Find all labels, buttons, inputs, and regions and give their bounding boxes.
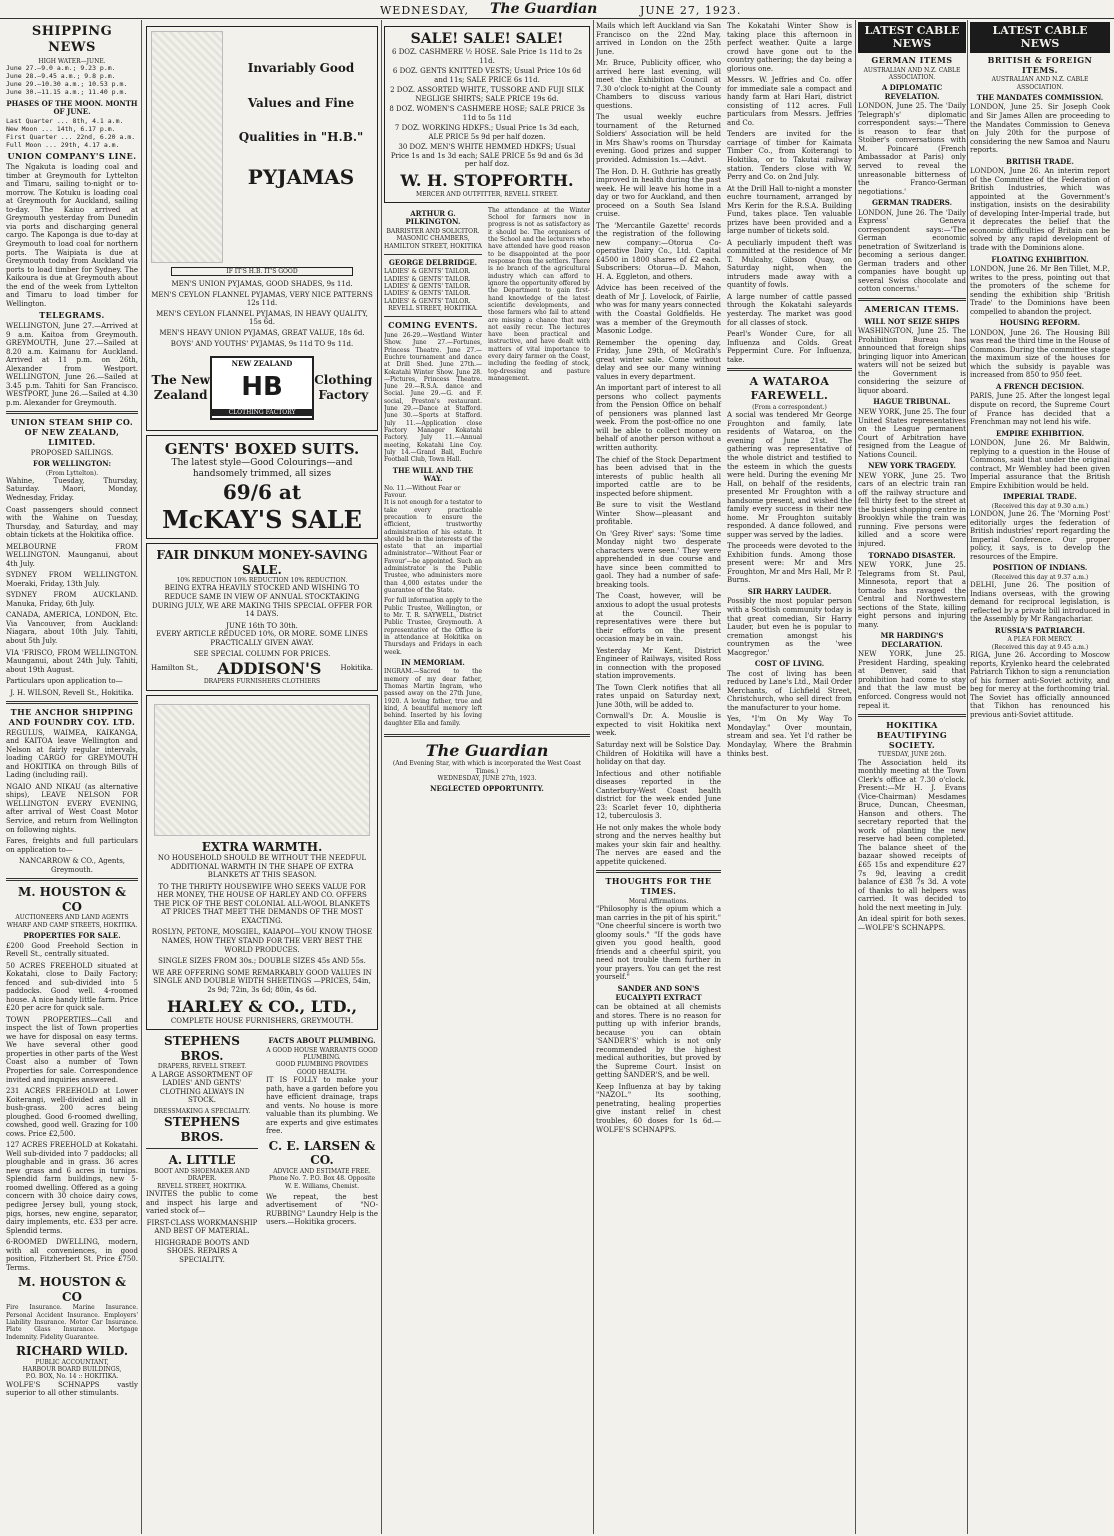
german2-text: LONDON, June 26. The 'Daily Express' Geneva correspondent says:—'The German economic penetration of Switzerland is becoming a serious danger. German traders and other companies have bought up several Swiss chocolate and cotton concerns.' [858, 208, 966, 294]
hague-text: NEW YORK, June 25. The four United States representatives on the League permanent Court of Arbitration have resigned from the League of Nations Council. [858, 408, 966, 459]
beautifying-heading: HOKITIKA BEAUTIFYING SOCIETY. [876, 720, 948, 750]
seize-text: WASHINGTON, June 25. The Prohibition Bureau has announced that foreign ships bringing liquor into American waters will not be seized but the Government is considering the seizure of liquor aboard. [858, 327, 966, 395]
masthead-title: The Guardian [490, 1, 598, 17]
sale-item: 6 DOZ. CASHMERE ½ HOSE. Sale Price 1s 11d to 2s 11d. [392, 48, 582, 65]
trust-text: For full information apply to the Public Trustee, Wellington, or to Mr. T. R. SAYWELL, District Public Trustee, Greymouth. A representative of the Office is in attendance at Hokitika on Thursdays and Fridays in each week. [384, 597, 482, 656]
news-item: The Town Clerk notifies that all rates unpaid on Saturday next, June 30th, will be added to. [596, 683, 721, 709]
anchor-agent: NANCARROW & CO., Agents, Greymouth. [18, 857, 126, 874]
plumbing-sub2: GOOD PLUMBING PROVIDES GOOD HEALTH. [275, 1061, 369, 1076]
german1-heading: A DIPLOMATIC REVELATION. [881, 83, 943, 101]
schnapps-ad: WOLFE'S SCHNAPPS vastly superior to all other stimulants. [6, 1380, 138, 1398]
property-item: 231 ACRES FREEHOLD at Lower Koiterangi, well-divided and all in bush-grass. 200 acres being ploughed. Good 6-roomed dwelling, cowshed, good well. Grazing for 100 cows. Price £2,500. [6, 1087, 138, 1138]
sale-item: 7 DOZ. WORKING HDKFS.; Usual Price 1s 3d each, ALE PRICE 5s 9d per half dozen. [394, 124, 580, 141]
cable-association: AUSTRALIAN AND N.Z. CABLE ASSOCIATION. [991, 76, 1089, 91]
cable-banner: LATEST CABLE NEWS [970, 22, 1110, 53]
gents-price: 69/6 at [222, 480, 302, 505]
divider [6, 878, 138, 881]
mails-text: Mails which left Auckland via San Francisco on the 22nd May, arrived in London on the 25th June. [596, 22, 721, 56]
wild-heading: RICHARD WILD. [15, 1344, 129, 1359]
housing-text: LONDON, June 26. The Housing Bill was read the third time in the House of Commons. During the committee stage the maximum size of the houses for which the subsidy is payable was increased from 850 to 950 feet. [970, 328, 1110, 380]
tornado-heading: TORNADO DISASTER. [868, 550, 956, 560]
harding-text: NEW YORK, June 25. President Harding, speaking at Denver, said that prohibition had come to stay and that the law must be enforced. Congress would not repeal it. [858, 650, 966, 710]
delbridge-line: LADIES' & GENTS' TAILOR. [384, 275, 471, 283]
news-item: Mr. Bruce, Publicity officer, who arrived here last evening, will meet the Exhibition Council at 7.30 o'clock to-night at the County Chambers to discuss various questions. [596, 59, 721, 110]
moon-heading: PHASES OF THE MOON. MONTH OF JUNE. [6, 98, 138, 117]
empire-text: LONDON, June 26. Mr Baldwin, replying to a question in the House of Commons, said that under the original contract, Mr Wembley had been given Imperial assurance that the British Empire Exhibition would be held. [970, 439, 1110, 490]
tide-row: June 30.—11.15 a.m.; 11.40 p.m. [6, 87, 128, 96]
floating-heading: FLOATING EXHIBITION. [991, 254, 1089, 264]
logo-mid: HB [241, 372, 283, 403]
column-news [596, 22, 852, 1532]
guardian-sub: (And Evening Star, with which is incorporated the West Coast Times.) [392, 760, 582, 775]
high-water-heading: HIGH WATER—JUNE. [38, 57, 106, 65]
news-item: Remember the opening day, Friday, June 29th, of McGrath's great winter sale. Come without delay and see our many winning values in every department. [596, 338, 721, 381]
ngaio-text: NGAIO AND NIKAU (as alternative ships), LEAVE NELSON FOR WELLINGTON EVERY EVENING, after arrival of West Coast Motor Service, and return from Wellington on following nights. [6, 782, 138, 834]
sale-item: 30 DOZ. MEN'S WHITE HEMMED HDKFS; Usual Price 1s and 1s 3d each; SALE PRICE 5s 9d and 6s 3d per half doz. [390, 143, 584, 169]
ny-heading: NEW YORK TRAGEDY. [868, 461, 956, 471]
events-text: June 26-29.—Westland Winter Show. June 27.—Fortunes, Princess Theatre. June 27.—Euchre tournament and dance at Drill Shed. June 27th.—Kokatahi Winter Show. June 28.—Pictures, Princess Theatre. June 29.—R.S.A. dance and Social. June 29.—G. and F. social, Preston's restaurant. June 29.—Dance at Stafford. June 30.—Sports at Stafford. July 11.—Application close Factory Manager Kokatahi Factory. July 11.—Annual meeting, Kokatahi Line Coy. July 14.—Grand Ball, Euchre Football Club, Town Hall. [384, 331, 482, 464]
little-text3: HIGHGRADE BOOTS AND SHOES. REPAIRS A SPECIALITY. [154, 1238, 250, 1264]
stephens-dress: DRESSMAKING A SPECIALITY. [153, 1107, 251, 1115]
for-wellington: FOR WELLINGTON: [32, 459, 112, 469]
pyjamas-line-2: Values and Fine [247, 95, 355, 110]
moon-list [6, 118, 138, 150]
delbridge-line: LADIES' & GENTS' TAILOR. [384, 297, 471, 305]
french-text: PARIS, June 25. After the longest legal dispute on record, the Supreme Court of France has decided that a Frenchman may not lend his wife. [970, 392, 1110, 427]
from-lyttelton: (From Lyttelton). [45, 469, 99, 477]
stephens-heading: STEPHENS BROS. [164, 1034, 240, 1063]
monday-text: Yes, "I'm On My Way To Mondaylay." Over mountain, stream and sea. Yet I'd rather be Mondaylay, Where the Brahmin thinks best. [727, 715, 852, 758]
tide-row: June 28.—9.45 a.m.; 9.8 p.m. [6, 71, 116, 80]
wild-sub: PUBLIC ACCOUNTANT, [35, 1358, 109, 1366]
cable-banner: LATEST CABLE NEWS [858, 22, 966, 53]
dinkum-dates: JUNE 16th TO 30th. [226, 621, 298, 630]
nazol-text: Keep Influenza at bay by taking "NAZOL." Its soothing, penetrating, healing properties give instant relief in chest troubles, 60 doses for 1s 6d.—WOLFE'S SCHNAPPS. [596, 1082, 721, 1134]
proposed-sailings: PROPOSED SAILINGS. [30, 448, 114, 457]
property-item: 50 ACRES FREEHOLD situated at Kokatahi, close to Daily Factory; fenced and sub-divided into 5 paddocks. Good well. 4-roomed house. A nice handy little farm. Price £20 per acre for quick sale. [6, 961, 138, 1013]
mandates-text: LONDON, June 25. Sir Joseph Cook and Sir James Allen are proceeding to the Mandates Commission to Geneva on July 20th for the purpose of considering the new Samoa and Nauru reports. [970, 103, 1110, 155]
tenders-text: Tenders are invited for the carriage of timber for Kaimata Timber Co., from Koiterangi to Hokitika, or to Takutai railway station. Tenders close with W. Perry and Co. on 2nd July. [727, 130, 852, 182]
man-illustration [151, 31, 223, 263]
sydney-sailings: SYDNEY FROM WELLINGTON. Moeraki, Friday, 13th July. [6, 571, 138, 588]
news-item: He not only makes the whole body strong and the nerves healthy but makes your skin fair and healthy. The nerves are eased and the appetite quickened. [596, 823, 721, 866]
hague-heading: HAGUE TRIBUNAL. [873, 397, 951, 407]
warmth-text: NO HOUSEHOLD SHOULD BE WITHOUT THE NEEDFUL ADDITIONAL WARMTH IN THE SHAPE OF EXTRA BLANKETS AT THIS SEASON. [157, 854, 367, 880]
news-item: The Coast, however, will be anxious to adopt the usual protests at the Council. Their representatives were there but their efforts on the present occasion may be in vain. [596, 592, 721, 644]
news-item: Cornwall's Dr. A. Mouslie is expected to visit Hokitika next week. [596, 712, 721, 738]
moon-row: New Moon ... 14th, 6.17 p.m. [6, 124, 116, 133]
pyjamas-line-3: Qualities in "H.B." [238, 130, 364, 145]
union-text: The Ngakuta is loading coal and timber at Greymouth for Lyttelton and Timaru, sailing to-night or to-morrow. The Kotuku is loading coal at Greymouth for Auckland, sailing to-day. The Kaiuo arrived at Greymouth yesterday from Dunedin via ports and discharging general cargo. The Kaponga is due to-day at Greymouth to load coal for northern ports. The Waipiata is due at Greymouth today from Auckland via ports to load timber for Sydney. The Kaikoura is due at Greymouth about the end of the week from Lyttelton and Timaru to load timber for Wellington. [6, 163, 138, 308]
telegrams-text: WELLINGTON, June 27.—Arrived at 9 a.m. Kaitoa from Greymouth. GREYMOUTH, June 27.—Sailed at 8.20 a.m. Kaimanu for Auckland. Arrived at 11 p.m. on 26th, Alexander from Westport. WELLINGTON, June 26.—Sailed at 3.45 p.m. Tahiti for San Francisco. WESTPORT, June 26.—Sailed at 4.30 p.m. Alexander for Greymouth. [6, 322, 138, 407]
news-item: Saturday next will be Solstice Day. Children of Hokitika will have a holiday on that day. [596, 740, 721, 767]
reduction-banner: 10% REDUCTION 10% REDUCTION 10% REDUCTION. [176, 577, 348, 585]
pyjamas-item: MEN'S UNION PYJAMAS, GOOD SHADES, 9s 11d. [171, 280, 353, 289]
dinkum-heading: FAIR DINKUM MONEY-SAVING SALE. [156, 547, 368, 577]
position-heading: POSITION OF INDIANS. [992, 563, 1088, 573]
property-item: 6-ROOMED DWELLING, modern, with all conveniences, in good position, Fitzherbert St. Price £750. Terms. [6, 1238, 138, 1272]
wild-address: HARBOUR BOARD BUILDINGS, [22, 1365, 122, 1373]
imperial-text: LONDON, June 26. The 'Morning Post' editorially urges the federation of British industries' report regarding the Imperial Conference. Our proper policy, it says, is to develop the resources of the Empire. [970, 510, 1110, 561]
thoughts-text: "Philosophy is the opium which a man carries in the pit of his spirit." "One cheerful sincere is worth two gloomy souls." "If the gods have given you good health, good friends and a cheerful spirit, you need not trouble them further in your prayers. You can get the rest yourself." [596, 905, 721, 982]
will-heading: THE WILL AND THE WAY. [392, 465, 474, 484]
rubbing-ad: We repeat, the best advertisement of "NO-RUBBING" Laundry Help is the users.—Hokitika grocers. [266, 1192, 378, 1227]
stopforth-sub: MERCER AND OUTFITTER, REVELL STREET. [416, 190, 558, 198]
cattle-text: A large number of cattle passed through the Kokatahi saleyards yesterday. The market was good for all classes of stock. [727, 292, 852, 327]
shipping-heading: SHIPPING NEWS [31, 24, 113, 55]
news-item: An important part of interest to all persons who collect payments from the Pension Office on behalf of pensioners was planned last week. From the post-office no one will be able to collect money on behalf of another person without a written authority. [596, 384, 721, 452]
farewell-heading: A WATAROA FAREWELL. [749, 375, 830, 402]
german2-heading: GERMAN TRADERS. [871, 198, 953, 208]
farewell-sub: (From a correspondent.) [752, 404, 827, 411]
euchre-text: At the Drill Hall to-night a monster euchre tournament, arranged by Mrs Kerin for the R.S.A. Building Fund, takes place. Ten valuable prizes have been provided and a large number of tickets sold. [727, 184, 852, 236]
trade-heading: BRITISH TRADE. [1006, 156, 1074, 166]
sale-item: 6 DOZ. GENTS KNITTED VESTS; Usual Price 10s 6d and 11s; SALE PRICE 6s 11d. [392, 67, 582, 84]
pilkington-address: MASONIC CHAMBERS, HAMILTON STREET, HOKITIKA [384, 235, 482, 250]
properties-heading: PROPERTIES FOR SALE. [23, 931, 121, 941]
neglected-text: The attendance at the Winter School for farmers now in progress is not as satisfactory as it should be. The organisers of the School and the lecturers who have attended have good reason to be disappointed at the poor response from the settlers. There is no branch of the agricultural industry which can afford to ignore the opportunity offered by the Department to gain first-hand knowledge of the latest scientific developments, and those farmers who fail to attend are missing a chance that may not easily recur. The lectures have been practical and instructive, and have dealt with matters of vital importance to every dairy farmer on the Coast, including the feeding of stock, top-dressing and pasture management. [488, 206, 590, 382]
column-rule [855, 20, 856, 1534]
pyjamas-ad [146, 26, 378, 431]
frisco-sailings: VIA 'FRISCO, FROM WELLINGTON. Maunganui, about 24th July. Tahiti, about 19th August. [6, 648, 138, 674]
harley-heading: HARLEY & CO., LTD., [166, 997, 358, 1017]
nz-left: The New Zealand [151, 373, 210, 403]
russia-sub: A PLEA FOR MERCY. [1007, 636, 1073, 644]
sander-text: can be obtained at all chemists and stores. There is no reason for putting up with inferior brands, because you can obtain 'SANDER'S' which is not only recommended by the highest medical authorities, but proved by the Supreme Court. Insist on getting SANDER'S, and be well. [596, 1003, 721, 1080]
warmth-text3: ROSLYN, PETONE, MOSGIEL, KAIAPOI—YOU KNOW THOSE NAMES, HOW THEY STAND FOR THE VERY BEST THE WORLD PRODUCES. [151, 928, 373, 954]
fares-text: Fares, freights and full particulars on application to— [6, 837, 138, 854]
stephens-ad [146, 1034, 258, 1267]
little-heading: A. LITTLE [168, 1153, 236, 1168]
cost-text: The cost of living has been reduced by Lane's Ltd., Mail Order Merchants, of Lichfield Street, Christchurch, who sell direct from the manufacturer to your home. [727, 669, 852, 712]
floating-text: LONDON, June 26. Mr Ben Tillet, M.P., writes to the press, pointing out that the promoters of the scheme for sending the exhibition ship 'British Trade' to the Dominions have been compelled to abandon the project. [970, 265, 1110, 316]
addison-right: Hokitika. [340, 664, 373, 673]
pyjamas-item: MEN'S CEYLON FLANNEL PYJAMAS, VERY NICE PATTERNS 12s 11d. [151, 290, 373, 308]
property-item: TOWN PROPERTIES—Call and inspect the list of Town properties we have for disposal on easy terms. We have several other good properties in other parts of the West Coast also a number of Town Properties for sale. Correspondence invited and inquiries answered. [6, 1015, 138, 1084]
events-heading: COMING EVENTS. [388, 320, 478, 331]
beautifying-text: The Association held its monthly meeting at the Town Clerk's office at 7.30 o'clock. Present:—Mr H. J. Evans (Vice-Chairman) Mesdames Bruce, Duncan, Cheesman, Hanson and others. The secretary reported that the work of planting the new reserve had been completed. The balance sheet of the bazaar showed receipts of £65 15s and expenditure £27 7s 9d, leaving a credit balance of £38 7s 3d. A vote of thanks to all helpers was carried. It was decided to hold the next meeting in July. [858, 758, 966, 912]
pilkington-heading: ARTHUR G. PILKINGTON. [405, 208, 461, 227]
anchor-text: REGULUS, WAIMEA, KAIKANGA, and KAITOA leave Wellington and Nelson at fairly regular intervals, loading CARGO for GREYMOUTH and HOKITIKA on through Bills of Lading (including rail). [6, 728, 138, 780]
news-item: The chief of the Stock Department has been advised that in the interests of public health all imported cattle are to be inspected before shipment. [596, 455, 721, 498]
warmth-text4: SINGLE SIZES FROM 30s.; DOUBLE SIZES 45s AND 55s. [158, 957, 366, 966]
masthead-day: WEDNESDAY, [380, 4, 470, 17]
sale-list [389, 48, 585, 169]
will-sub: No. 11.—Without Fear or Favour. [384, 484, 461, 499]
hb-logo [210, 356, 313, 420]
insurance-list: Fire Insurance. Marine Insurance. Personal Accident Insurance. Employers' Liability Insurance. Motor Car Insurance. Plate Glass Insurance. Mortgage Indemnity. Fidelity Guarantee. [6, 1304, 138, 1341]
warmth-text2: TO THE THRIFTY HOUSEWIFE WHO SEEKS VALUE FOR HER MONEY, THE HOUSE OF HARLEY AND CO. OFFERS THE PICK OF THE BEST COLONIAL ALL-WOOL BLANKETS AT PRICES THAT MEET THE DEMANDS OF THE MOST EXACTING. [153, 882, 371, 925]
imperial-time: (Received this day at 9.30 a.m.) [991, 502, 1089, 510]
tide-row: June 27.—9.0 a.m.; 9.23 p.m. [6, 64, 116, 73]
union-heading: UNION COMPANY'S LINE. [7, 151, 137, 162]
column-cable-1 [858, 22, 966, 1532]
property-item: £200 Good Freehold Section in Revell St., centrally situated. [6, 941, 138, 959]
stephens-text: A LARGE ASSORTMENT OF LADIES' AND GENTS' CLOTHING ALWAYS IN STOCK. [151, 1070, 253, 1105]
houston-sign: M. HOUSTON & CO [18, 1275, 126, 1304]
addison-name: ADDISON'S [217, 658, 322, 678]
news-item: The 'Mercantile Gazette' records the registration of the following new company:—Otorua Co-operative Dairy Co., Ltd. Capital £4500 in 1800 shares of £2 each. Subscribers: Otorua—D. Mahon, H. A. Eggleton, and others. [596, 221, 721, 281]
delbridge-heading: GEORGE DELBRIDGE. [388, 257, 478, 267]
stephens-sign: STEPHENS BROS. [164, 1115, 240, 1144]
gents-sub: The latest style—Good Colourings—and handsomely trimmed, all sizes [171, 458, 353, 480]
uss-heading: UNION STEAM SHIP CO. OF NEW ZEALAND, LIMITED. [10, 417, 134, 447]
american-heading: AMERICAN ITEMS. [864, 303, 960, 314]
its-good-badge: IF IT'S H.B. IT'S GOOD [171, 267, 353, 276]
pyjamas-line-4: PYJAMAS [247, 164, 355, 189]
larsen-text: ADVICE AND ESTIMATE FREE. Phone No. 7. P.O. Box 48. Opposite W. E. Williams, Chemist. [268, 1167, 376, 1190]
cable-association: AUSTRALIAN AND N.Z. CABLE ASSOCIATION. [863, 66, 961, 81]
farewell-text: A social was tendered Mr George Froughton and family, late residents of Wataroa, on the evening of June 21st. The gathering was representative of the whole district and testified to the esteem in which the guests were held. During the evening Mr Hall, on behalf of the residents, presented Mr Froughton with a handsome present, and wished the family every success in their new home. Mr Froughton suitably responded. A dance followed, and supper was served by the ladies. [727, 411, 852, 539]
neglected-heading: NEGLECTED OPPORTUNITY. [430, 784, 544, 794]
warmth-text5: WE ARE OFFERING SOME REMARKABLY GOOD VALUES IN SINGLE AND DOUBLE WIDTH SHEETINGS —PRICES, 54in, 2s 9d; 72in, 3s 6d; 80in, 4s 6d. [152, 968, 372, 994]
dinkum-text: BEING EXTRA HEAVILY STOCKED AND WISHING TO REDUCE SAME IN VIEW OF ANNUAL STOCKTAKING DURING JULY, WE ARE MAKING THIS SPECIAL OFFER FOR 14 DAYS. [151, 584, 373, 619]
delbridge-line: LADIES' & GENTS' TAILOR. [384, 282, 471, 290]
telegrams-heading: TELEGRAMS. [39, 310, 105, 321]
harley-sub: COMPLETE HOUSE FURNISHERS, GREYMOUTH. [170, 1016, 354, 1025]
guardian-date: WEDNESDAY, JUNE 27th, 1923. [437, 775, 537, 783]
pyjamas-item: MEN'S HEAVY UNION PYJAMAS, GREAT VALUE, 18s 6d. [159, 328, 365, 337]
addison-left: Hamilton St., [151, 664, 199, 673]
news-item: Advice has been received of the death of Mr J. Lovelock, of Fairlie, who was for many years connected with the Coastal Goldfields. He was a member of the Greymouth Masonic Lodge. [596, 284, 721, 336]
warmth-heading: EXTRA WARMTH. [201, 839, 323, 854]
moon-row: First Quarter ... 22nd, 6.20 a.m. [6, 132, 136, 141]
sale-item: 8 DOZ. WOMEN'S CASHMERE HOSE; SALE PRICE 3s 11d to 5s 11d [389, 105, 585, 122]
russia-time: (Received this day at 9.45 a.m.) [991, 643, 1089, 651]
plumbing-ad [266, 1034, 378, 1267]
masthead-date: JUNE 27, 1923. [640, 4, 742, 17]
lauder-heading: SIR HARRY LAUDER. [747, 586, 832, 596]
particulars: Particulars upon application to— [6, 677, 123, 686]
wellington-sailings: Wahine, Tuesday, Thursday, Saturday. Maori, Monday, Wednesday, Friday. [6, 476, 138, 502]
cure-text: Pearl's Wonder Cure, for all Influenza and Colds. Great Peppermint Cure. For Influenza, take. [727, 330, 852, 364]
seize-heading: WILL NOT SEIZE SHIPS [864, 316, 960, 326]
news-item: The usual weekly euchre tournament of the Returned Soldiers' Association will be held in Mrs Shaw's rooms on Thursday evening. Good prizes and supper provided. Admission 1s.—Advt. [596, 113, 721, 164]
lauder-text: Possibly the most popular person with a Scottish community today is that great comedian, Sir Harry Lauder, but even he is popular to cremation amongst his countrymen as the 'wee Macgregor.' [727, 597, 852, 657]
mandates-heading: THE MANDATES COMMISSION. [976, 92, 1104, 102]
guardian-heading: The Guardian [425, 740, 549, 760]
theft-text: A peculiarly impudent theft was committed at the residence of Mr T. Mulcahy, Gibson Quay, on Saturday night, when the intruders made away with a quantity of fowls. [727, 238, 852, 290]
tide-list [6, 65, 138, 97]
blankets-illustration [154, 704, 369, 836]
little-address: REVELL STREET, HOKITIKA. [157, 1182, 247, 1190]
shipping-agent: J. H. WILSON, Revell St., Hokitika. [10, 688, 134, 697]
column-advertisements [146, 22, 378, 1532]
pyjamas-line-1: Invariably Good [247, 61, 355, 75]
wild-box: P.O. BOX, No. 14 :: HOKITIKA. [25, 1373, 119, 1381]
pyjamas-item: BOYS' AND YOUTHS' PYJAMAS, 9s 11d TO 9s 11d. [170, 339, 354, 348]
position-text: DELHI, June 26. The position of Indians overseas, with the growing demand for reciprocal legislation, is reflected by a private bill introduced in the Assembly by Mr Rangachariar. [970, 581, 1110, 624]
news-item: Be sure to visit the Westland Winter Show—pleasant and profitable. [596, 501, 721, 527]
pyjamas-list [151, 280, 373, 348]
little-text2: FIRST-CLASS WORKMANSHIP AND BEST OF MATERIAL. [146, 1218, 258, 1236]
sale-heading: SALE! SALE! SALE! [410, 31, 564, 47]
dinkum-text2: EVERY ARTICLE REDUCED 10%, OR MORE. SOME LINES PRACTICALLY GIVEN AWAY. [156, 630, 368, 647]
stephens-sub: DRAPERS, REVELL STREET. [157, 1063, 247, 1071]
moon-row: Full Moon ... 29th, 4.17 a.m. [6, 140, 120, 149]
british-heading: BRITISH & FOREIGN ITEMS. [987, 54, 1093, 75]
thoughts-sub: Moral Affirmations. [628, 897, 689, 905]
tide-row: June 29.—10.30 a.m.; 10.53 p.m. [6, 79, 128, 88]
plumbing-sub: A GOOD HOUSE WARRANTS GOOD PLUMBING. [266, 1046, 378, 1062]
sydney-auckland-sailings: SYDNEY FROM AUCKLAND. Manuka, Friday, 6th July. [6, 591, 138, 608]
housing-heading: HOUSING REFORM. [999, 318, 1081, 328]
divider [6, 701, 138, 704]
column-shipping [6, 22, 138, 1532]
thoughts-heading: THOUGHTS FOR THE TIMES. [605, 876, 712, 897]
gents-shop: McKAY'S SALE [162, 504, 362, 534]
column-rule [141, 20, 142, 1534]
little-sub: BOOT AND SHOEMAKER AND DRAPER. [154, 1168, 250, 1183]
jeffries-text: Messrs. W. Jeffries and Co. offer for immediate sale a compact and handy farm at Hari Hari, district consisting of 112 acres. Full particulars from Messrs. Jeffries and Co. [727, 76, 852, 127]
news-item: The Hon. D. H. Guthrie has greatly improved in health during the past week. He will leave his home in a day or two for Auckland, and then proceed on a South Sea Island cruise. [596, 167, 721, 219]
little-text: INVITES the public to come and inspect his large and varied stock of— [146, 1190, 258, 1216]
plumbing-heading: FACTS ABOUT PLUMBING. [268, 1036, 376, 1046]
german1-text: LONDON, June 25. The 'Daily Telegraph's' diplomatic correspondent says:—'There is reason to fear that Stoiber's conversations with M. Poincaré (French Ambassador at Paris) only served to reveal the unreasonable bitterness of the Franco-German negotiations.' [858, 102, 966, 196]
ideal-ad: An ideal spirit for both sexes.—WOLFE'S SCHNAPPS. [858, 915, 966, 932]
french-heading: A FRENCH DECISION. [995, 381, 1085, 391]
canada-sailings: CANADA, AMERICA, LONDON, Etc. Via Vancouver, from Auckland: Niagara, about 10th July. Tahiti, about 5th July. [6, 611, 138, 645]
column-rule [593, 20, 594, 1534]
delbridge-address: REVELL STREET, HOKITIKA. [388, 304, 478, 312]
houston-heading: M. HOUSTON & CO [18, 885, 126, 914]
houston-sub: AUCTIONEERS AND LAND AGENTS [15, 914, 129, 922]
nz-right: Clothing Factory [314, 373, 373, 403]
news-item: Yesterday Mr Kent, District Engineer of Railways, visited Ross in connection with the proposed station improvements. [596, 646, 721, 681]
news-item: Infectious and other notifiable diseases reported in the Canterbury-West Coast health district for the week ended June 23: Scarlet fever 10, diphtheria 12, tuberculosis 3. [596, 769, 721, 821]
empire-heading: EMPIRE EXHIBITION. [995, 428, 1085, 438]
gents-suits-ad [146, 435, 378, 539]
delbridge-line: LADIES' & GENTS' TAILOR. [384, 290, 471, 298]
german-heading: GERMAN ITEMS [871, 54, 953, 65]
gents-heading: GENTS' BOXED SUITS. [164, 440, 360, 459]
position-time: (Received this day at 9.37 a.m.) [991, 573, 1089, 581]
russia-heading: RUSSIA'S PATRIARCH. [994, 625, 1086, 635]
harding-heading: MR HARDING'S DECLARATION. [880, 631, 944, 649]
will-text: It is not enough for a testator to take every practicable precaution to ensure the efficient, trustworthy administration of his estate. It should be in the interests of the estate that an impartial administrator—'Without Fear or Favour'—be appointed. Such an administrator is the Public Trustee, who administers more than 4,000 estates under the guarantee of the State. [384, 499, 482, 595]
dinkum-ad [146, 543, 378, 691]
masthead [0, 0, 1114, 19]
logo-bottom: CLOTHING FACTORY [212, 409, 311, 416]
stopforth-heading: W. H. STOPFORTH. [400, 170, 574, 190]
dinkum-text3: SEE SPECIAL COLUMN FOR PRICES. [193, 650, 331, 659]
divider [6, 411, 138, 414]
imperial-heading: IMPERIAL TRADE. [1003, 492, 1077, 502]
houston-address: WHARF AND CAMP STREETS, HOKITIKA. [6, 921, 138, 929]
pilkington-sub: BARRISTER AND SOLICITOR. [386, 227, 480, 235]
memoriam-text: INGRAM.—Sacred to the memory of my dear father, Thomas Martin Ingram, who passed away on the 27th June, 1920. A loving father, true and kind, A beautiful memory left behind. Inserted by his loving daughter Ella and family. [384, 668, 482, 727]
sale-ad [384, 26, 590, 203]
larsen-heading: C. E. LARSEN & CO. [268, 1138, 376, 1168]
memoriam-heading: IN MEMORIAM. [401, 657, 465, 667]
property-item: 127 ACRES FREEHOLD at Kokatahi. Well sub-divided into 7 paddocks; all ploughable and in grass. 36 acres new grass and 6 acres in turnips. Splendid farm buildings, new 5-roomed dwelling. Offered as a going concern with 30 choice dairy cows, pedigree Jersey bull, young stock, pigs, horses, new engine, separator, dairy implements, etc. £33 per acre. Splendid terms. [6, 1141, 138, 1235]
column-rule [967, 20, 968, 1534]
anchor-heading: THE ANCHOR SHIPPING AND FOUNDRY COY. LTD. [8, 707, 136, 727]
sale-item: 2 DOZ. ASSORTED WHITE, TUSSORE AND FUJI SILK NEGLIGE SHIRTS; SALE PRICE 19s 6d. [390, 86, 584, 103]
trade-text: LONDON, June 26. An interim report of the Committee of the Federation of British Industries, which was appointed at the Government's instigation, insists on the desirability of developing Inter-Imperial trade, but it deprecates the belief that the economic difficulties of Britain can be solved by any rapid development of trade with the Dominions alone. [970, 167, 1110, 252]
column-cable-2 [970, 22, 1110, 1532]
russia-text: RIGA, June 26. According to Moscow reports, Krylenko heard the celebrated Patriarch Tikhon to sign a renunciation of his former anti-Soviet activity, and beg for mercy at the forthcoming trial. The Soviet has officially announced that Tikhon has renounced his previous anti-Soviet attitude. [970, 651, 1110, 719]
coast-passengers: Coast passengers should connect with the Wahine on Tuesday, Thursday, and Saturday, and may obtain tickets at the Hokitika office. [6, 505, 138, 540]
pyjamas-item: MEN'S CEYLON FLANNEL PYJAMAS, IN HEAVY QUALITY, 15s 6d. [156, 309, 368, 327]
moon-row: Last Quarter ... 8th, 4.1 a.m. [6, 116, 124, 125]
addison-sub: DRAPERS FURNISHERS CLOTHIERS [203, 678, 321, 686]
beautifying-date: TUESDAY, JUNE 26th. [877, 751, 947, 759]
delbridge-line: LADIES' & GENTS' TAILOR. [384, 268, 471, 276]
cost-heading: COST OF LIVING. [754, 659, 825, 669]
column-local [384, 22, 590, 1532]
column-rule [381, 20, 382, 1534]
kotahi-text: The Kokatahi Winter Show is taking place this afternoon in perfect weather. Quite a large crowd have gone out to the country gathering; the day being a glorious one. [727, 22, 852, 73]
gifts-text: The proceeds were devoted to the Exhibition funds. Among those present were: Mr and Mrs Froughton, Mr and Mrs Hall, Mr P. Burns. [727, 542, 852, 585]
news-item: On 'Grey River' says: 'Some time Monday night two desperate characters were seen.' They were apprehended in due course and have since been committed to gaol. They had a number of safe-breaking tools. [596, 529, 721, 589]
plumbing-text: IT IS FOLLY to make your path, have a garden before you have efficient drainage, traps and vents. No house is more valuable than its plumbing. We are experts and give estimates free. [266, 1075, 378, 1136]
melbourne-sailings: MELBOURNE FROM WELLINGTON. Maunganui, about 4th July. [6, 542, 138, 568]
tornado-text: NEW YORK, June 25. Telegrams from St. Paul, Minnesota, report that a tornado has ravaged the Central and Northwestern sections of the State, killing eight persons and injuring many. [858, 561, 966, 629]
harley-ad [146, 695, 378, 1031]
logo-top: NEW ZEALAND [231, 359, 293, 369]
ny-text: NEW YORK, June 25. Two cars of an electric train ran off the railway structure and fell thirty feet to the street at the busiest shopping centre in Brooklyn while the train was running. Five persons were killed and a score were injured. [858, 471, 966, 548]
sander-heading: SANDER AND SON'S EUCALYPTI EXTRACT [615, 984, 702, 1002]
